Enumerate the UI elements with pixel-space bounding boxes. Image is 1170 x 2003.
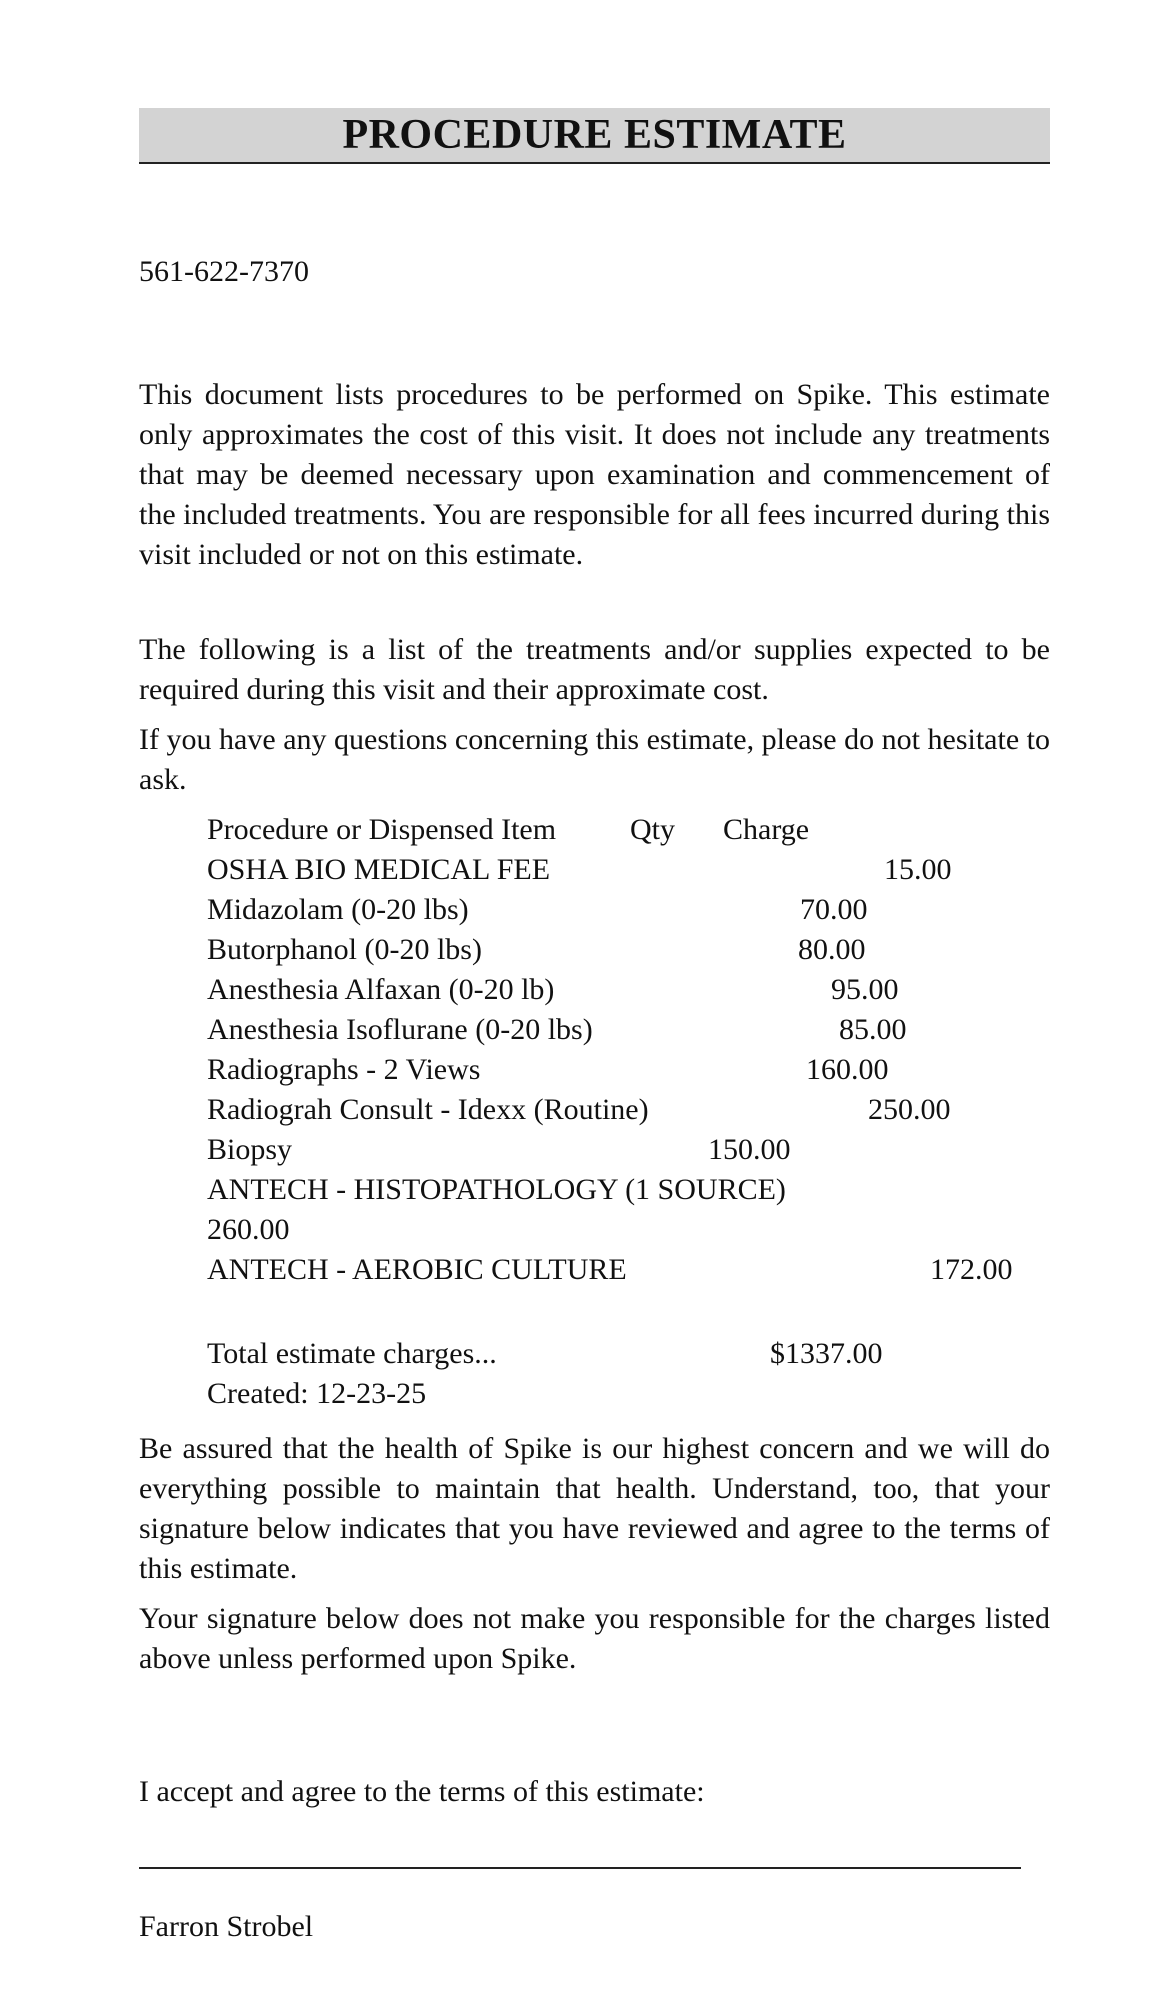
row-charge: 95.00 <box>831 973 899 1006</box>
row-name: Radiographs - 2 Views <box>207 1053 481 1086</box>
row-name: Anesthesia Isoflurane (0-20 lbs) <box>207 1013 593 1046</box>
questions-paragraph: If you have any questions concerning this estimate, please do not hesitate to ask. <box>139 723 1050 796</box>
accept-statement: I accept and agree to the terms of this estimate: <box>139 1775 705 1808</box>
total-value: $1337.00 <box>770 1337 883 1370</box>
row-name: ANTECH - AEROBIC CULTURE <box>207 1253 627 1286</box>
intro-paragraph: This document lists procedures to be performed on Spike. This estimate only approximates the cost of this visit. It does not include any treatments that may be deemed necessary upon examination and commencement of the included treatments. You are responsible for all fees incurred during this visit included or not on this estimate. <box>139 378 1050 571</box>
signer-name: Farron Strobel <box>139 1910 314 1943</box>
header-charge: Charge <box>723 813 810 846</box>
row-name: Butorphanol (0-20 lbs) <box>207 933 482 966</box>
title-bar <box>139 108 1050 164</box>
header-qty: Qty <box>630 813 675 846</box>
row-name: Anesthesia Alfaxan (0-20 lb) <box>207 973 555 1006</box>
phone-number: 561-622-7370 <box>139 255 309 288</box>
row-name: Midazolam (0-20 lbs) <box>207 893 469 926</box>
total-label: Total estimate charges... <box>207 1337 497 1370</box>
row-charge: 70.00 <box>800 893 868 926</box>
row-name: OSHA BIO MEDICAL FEE <box>207 853 551 886</box>
document-title: PROCEDURE ESTIMATE <box>342 112 847 158</box>
row-charge: 80.00 <box>798 933 866 966</box>
row-charge: 15.00 <box>884 853 952 886</box>
row-charge: 172.00 <box>930 1253 1013 1286</box>
header-procedure: Procedure or Dispensed Item <box>207 813 557 846</box>
assurance-paragraph: Be assured that the health of Spike is our highest concern and we will do everything possible to maintain that health. Understand, too, that your signature below indicates that you have reviewed and agree to the terms of this estimate. <box>139 1432 1050 1585</box>
signature-line <box>139 1867 1021 1869</box>
row-charge: 160.00 <box>806 1053 889 1086</box>
responsibility-paragraph: Your signature below does not make you responsible for the charges listed above unless performed upon Spike. <box>139 1602 1050 1675</box>
row-charge: 250.00 <box>868 1093 951 1126</box>
row-charge: 260.00 <box>207 1213 290 1246</box>
created-date: Created: 12-23-25 <box>207 1377 427 1410</box>
row-charge: 150.00 <box>708 1133 791 1166</box>
row-name: ANTECH - HISTOPATHOLOGY (1 SOURCE) <box>207 1173 786 1206</box>
row-name: Biopsy <box>207 1133 293 1166</box>
row-name: Radiograh Consult - Idexx (Routine) <box>207 1093 649 1126</box>
list-intro-paragraph: The following is a list of the treatments and/or supplies expected to be required during this visit and their approximate cost. <box>139 633 1050 706</box>
row-charge: 85.00 <box>839 1013 907 1046</box>
